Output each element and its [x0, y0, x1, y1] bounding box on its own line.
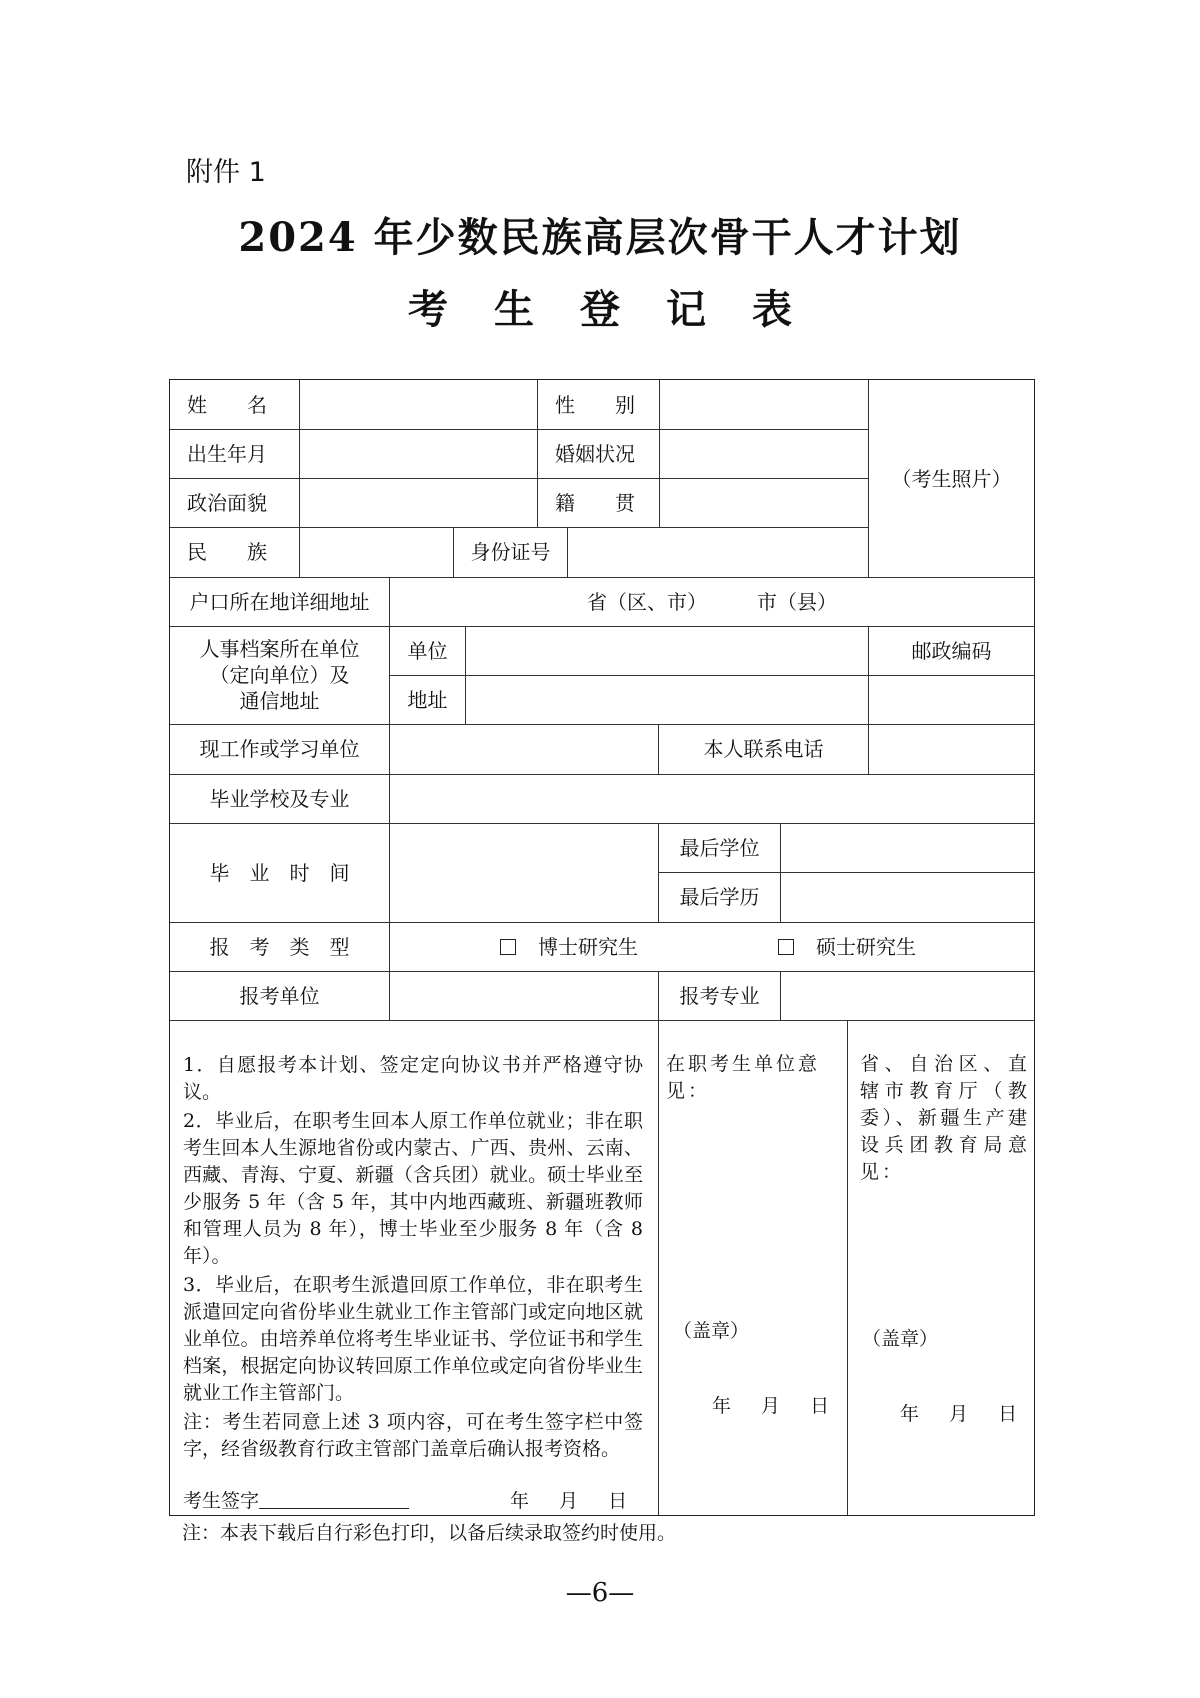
apply-major-label: 报考专业	[679, 983, 760, 1008]
birth-field[interactable]	[300, 429, 537, 478]
province-seal: （盖章）	[862, 1328, 939, 1350]
apply-unit-field[interactable]	[390, 971, 658, 1020]
hukou-template: 省（区、市） 市（县）	[587, 589, 837, 614]
address-label: 地址	[407, 687, 448, 712]
master-label: 硕士研究生	[816, 934, 916, 959]
postal-label: 邮政编码	[911, 638, 992, 663]
postal-field[interactable]	[869, 675, 1034, 724]
form-title: 2024 年少数民族高层次骨干人才计划	[238, 214, 962, 261]
subtitle-char: 表	[752, 286, 792, 333]
grad-time-field[interactable]	[390, 823, 658, 922]
id-number-label: 身份证号	[470, 540, 551, 564]
political-label: 政治面貌	[187, 490, 267, 515]
phd-label: 博士研究生	[538, 934, 638, 959]
unit-label: 单位	[407, 638, 448, 663]
archive-label-line1: 人事档案所在单位	[199, 637, 360, 661]
phd-option[interactable]	[500, 922, 700, 971]
subtitle-char: 登	[580, 286, 620, 333]
ethnicity-field[interactable]	[300, 527, 453, 577]
last-education-label: 最后学历	[679, 885, 760, 909]
unit-date: 年 月 日	[712, 1395, 830, 1417]
attachment-label: 附件 1	[186, 157, 266, 188]
phd-checkbox[interactable]	[500, 939, 516, 955]
signature-row	[183, 1486, 409, 1513]
gender-field[interactable]	[660, 380, 868, 429]
page-number: —6—	[565, 1578, 635, 1608]
id-number-field[interactable]	[568, 527, 868, 577]
marital-field[interactable]	[660, 429, 868, 478]
phone-field[interactable]	[869, 724, 1034, 774]
term-item: 1．自愿报考本计划、签定定向协议书并严格遵守协议。	[183, 1054, 643, 1103]
photo-placeholder[interactable]	[869, 380, 1034, 577]
current-work-label: 现工作或学习单位	[199, 737, 360, 761]
archive-label-line2: （定向单位）及	[209, 663, 350, 687]
birth-label: 出生年月	[187, 441, 267, 466]
apply-unit-label: 报考单位	[239, 983, 320, 1008]
last-education-field[interactable]	[781, 872, 1034, 922]
photo-label: （考生照片）	[891, 466, 1012, 491]
address-field[interactable]	[466, 675, 868, 724]
commitment-terms	[183, 1052, 643, 1465]
school-field[interactable]	[390, 774, 1034, 823]
subtitle-char: 记	[666, 286, 706, 333]
hukou-label: 户口所在地详细地址	[189, 589, 370, 614]
term-item: 3．毕业后，在职考生派遣回原工作单位，非在职考生派遣回定向省份毕业生就业工作主管部门或定向地区就业单位。由培养单位将考生毕业证书、学位证书和学生档案，根据定向协议转回原工作单位或定向省份毕业生就业工作主管部门。	[183, 1274, 643, 1404]
signature-date: 年 月 日	[510, 1490, 628, 1512]
political-field[interactable]	[300, 478, 537, 527]
apply-major-field[interactable]	[781, 971, 1034, 1020]
term-item: 2．毕业后，在职考生回本人原工作单位就业；非在职考生回本人生源地省份或内蒙古、广西、贵州、云南、西藏、青海、宁夏、新疆（含兵团）就业。硕士毕业至少服务 5 年（含 5 年，其中内地西藏班、新疆班教师和管理人员为 8 年），博士毕业至少服务 8 年（含 8 年）。	[183, 1110, 643, 1267]
native-label: 籍 贯	[555, 490, 635, 515]
ethnicity-label: 民 族	[187, 540, 267, 564]
archive-label	[170, 626, 389, 724]
native-field[interactable]	[660, 478, 868, 527]
subtitle-char: 考	[408, 286, 448, 333]
footnote: 注：本表下载后自行彩色打印，以备后续录取签约时使用。	[182, 1522, 677, 1544]
last-degree-field[interactable]	[781, 823, 1034, 872]
archive-label-line3: 通信地址	[239, 689, 320, 713]
registration-form	[169, 379, 1035, 1516]
form-subtitle	[0, 278, 1200, 335]
province-date: 年 月 日	[900, 1403, 1018, 1425]
gender-label: 性 别	[555, 392, 635, 417]
master-checkbox[interactable]	[778, 939, 794, 955]
master-option[interactable]	[778, 922, 998, 971]
unit-opinion-label: 在职考生单位意见：	[666, 1053, 821, 1102]
name-field[interactable]	[300, 380, 537, 429]
phone-label: 本人联系电话	[703, 737, 824, 761]
unit-field[interactable]	[466, 626, 868, 675]
unit-seal: （盖章）	[673, 1320, 750, 1342]
school-label: 毕业学校及专业	[209, 786, 350, 811]
exam-type-label: 报 考 类 型	[209, 934, 350, 959]
signature-line[interactable]	[259, 1490, 409, 1509]
subtitle-char: 生	[494, 286, 534, 333]
term-note: 注：考生若同意上述 3 项内容，可在考生签字栏中签字，经省级教育行政主管部门盖章后确认报考资格。	[183, 1411, 643, 1460]
hukou-field[interactable]	[390, 577, 1034, 626]
grad-time-label: 毕 业 时 间	[209, 860, 350, 885]
current-work-field[interactable]	[390, 724, 658, 774]
signature-label: 考生签字	[183, 1490, 260, 1512]
last-degree-label: 最后学位	[679, 835, 760, 860]
name-label: 姓 名	[187, 392, 267, 417]
province-opinion-label: 省、自治区、直辖市教育厅（教委）、新疆生产建设兵团教育局意见：	[860, 1053, 1030, 1183]
marital-label: 婚姻状况	[555, 441, 635, 466]
